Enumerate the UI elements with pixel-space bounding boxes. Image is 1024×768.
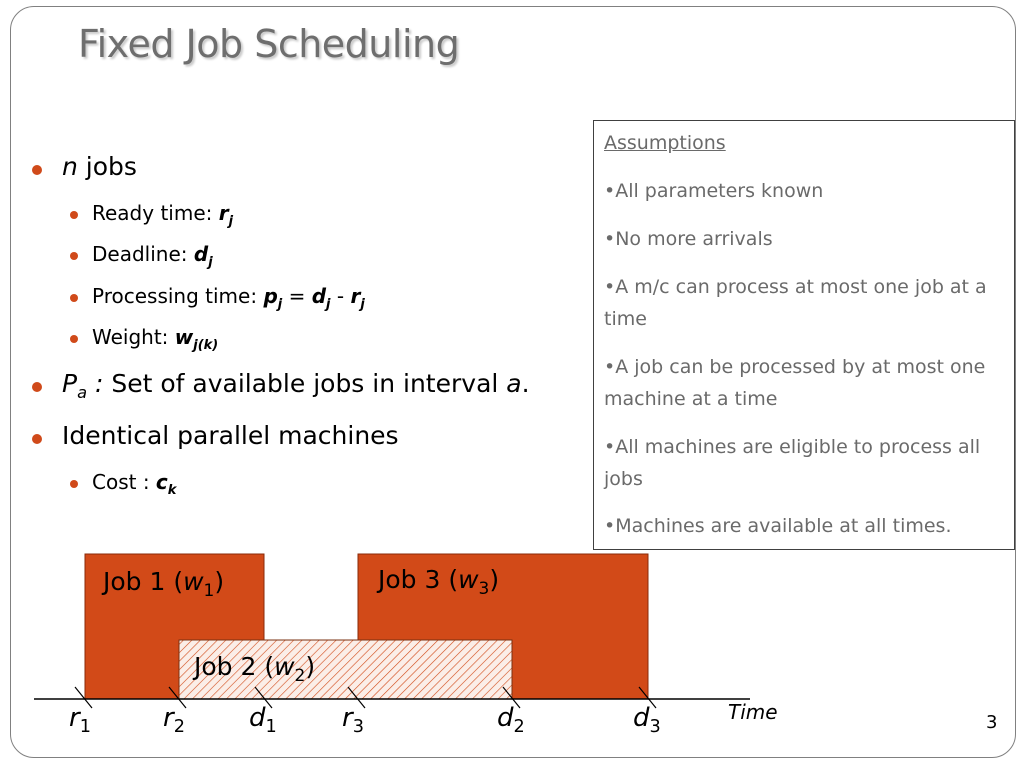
assumption-item: •A m/c can process at most one job at a time (604, 276, 987, 330)
marker-d2: $d_2$ (497, 703, 525, 738)
bullet-dot (70, 480, 78, 488)
marker-r1: $r_1$ (69, 703, 91, 738)
bullet-parallel-machines: Identical parallel machines (62, 421, 399, 450)
assumption-item: •All parameters known (604, 180, 824, 202)
marker-d1: $d_1$ (249, 703, 277, 738)
bullet-weight: Weight: $w_{j(k)}$ (92, 325, 219, 353)
assumption-item: •Machines are available at all times. (604, 515, 952, 537)
marker-d3: $d_3$ (633, 703, 661, 738)
page-number: 3 (986, 712, 998, 733)
job-2-label: Job 2 $(w_2)$ (194, 652, 316, 686)
bullet-available-jobs: $P_a$ : Set of available jobs in interval a. (62, 369, 530, 402)
bullet-cost: Cost : $c_k$ (92, 470, 177, 498)
assumptions-heading: Assumptions (604, 132, 726, 154)
assumption-item: •No more arrivals (604, 228, 773, 250)
assumption-item: •A job can be processed by at most one machine at a time (604, 356, 986, 410)
assumptions-box (593, 120, 1015, 550)
job-1-label: Job 1 $(w_1)$ (103, 567, 225, 601)
bullet-processing-time: Processing time: $p_j = d_j - r_j$ (92, 284, 365, 312)
bullet-dot (70, 252, 78, 260)
marker-r3: $r_3$ (342, 703, 364, 738)
marker-r2: $r_2$ (163, 703, 185, 738)
bullet-ready-time: Ready time: $r_j$ (92, 201, 234, 229)
slide-title: Fixed Job Scheduling (78, 22, 460, 66)
bullet-dot (32, 165, 42, 175)
bullet-n-jobs: n jobs (62, 152, 137, 181)
bullet-dot (70, 211, 78, 219)
bullet-dot (70, 335, 78, 343)
assumption-item: •All machines are eligible to process all jobs (604, 436, 981, 490)
bullet-dot (32, 382, 42, 392)
time-axis-label: Time (728, 700, 778, 724)
bullet-dot (32, 434, 42, 444)
bullet-dot (70, 294, 78, 302)
job-3-label: Job 3 $(w_3)$ (378, 565, 500, 599)
bullet-deadline: Deadline: $d_j$ (92, 242, 213, 270)
